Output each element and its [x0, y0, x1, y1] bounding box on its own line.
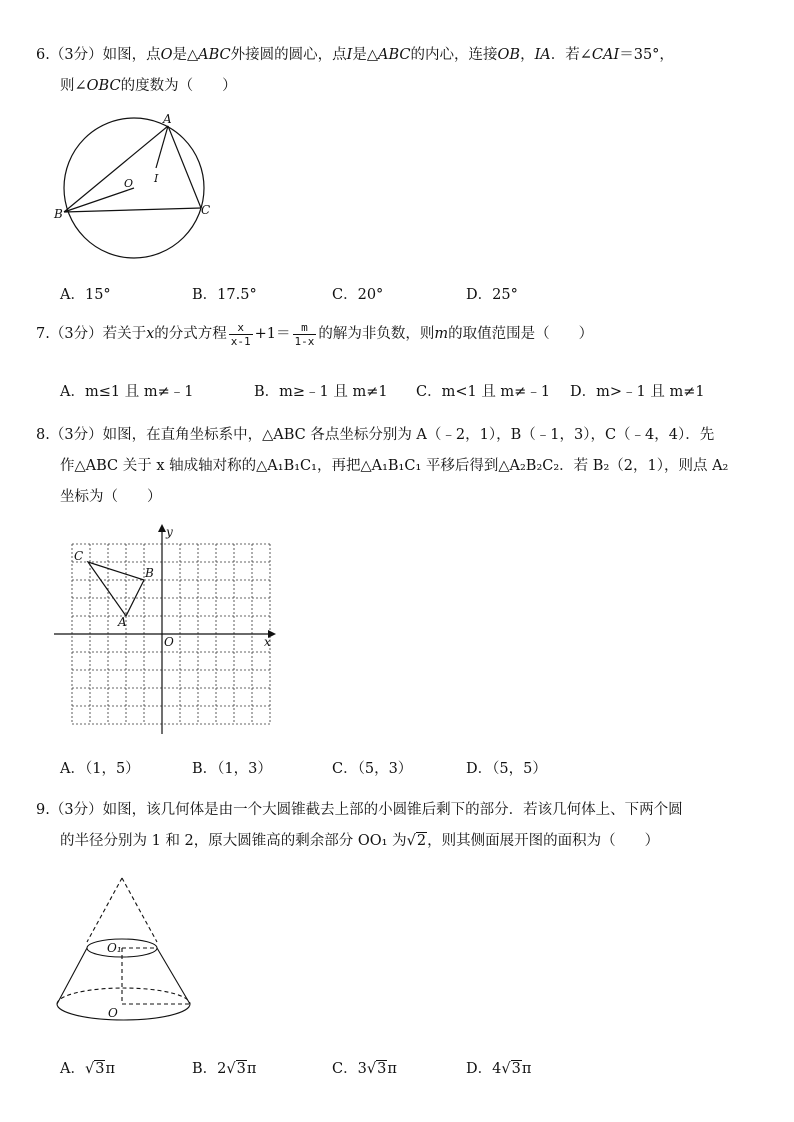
option-letter: D． [466, 1061, 493, 1077]
y-axis-arrow [158, 524, 166, 532]
option-d[interactable]: D．25° [466, 287, 518, 303]
label-A: A [118, 615, 127, 629]
label-O: O [108, 1006, 118, 1020]
fraction-denominator: x-1 [230, 334, 251, 348]
q8-coordinate-grid [54, 522, 278, 738]
option-c[interactable] [332, 1057, 397, 1078]
option-a[interactable] [60, 1057, 115, 1078]
text: 如图，该几何体是由一个大圆锥截去上部的小圆锥后剩下的部分．若该几何体上、下两个圆 [102, 802, 683, 818]
question-number: 6. [36, 47, 50, 63]
text: ＝35°， [619, 47, 674, 63]
option-c[interactable]: C．20° [332, 287, 384, 303]
radicand: 3 [95, 1061, 105, 1077]
option-b[interactable]: B．17.5° [192, 287, 257, 303]
pi: π [105, 1061, 115, 1077]
question-6 [36, 40, 766, 102]
question-7 [36, 319, 766, 350]
text: 则∠ [60, 78, 87, 94]
question-6-line-1 [36, 40, 766, 71]
option-b[interactable]: B．（1，3） [192, 761, 272, 777]
question-8-line-2: 作△ABC 关于 x 轴成轴对称的△A₁B₁C₁，再把△A₁B₁C₁ 平移后得到△A₂B₂C₂．若 B₂（2，1），则点 A₂ [60, 458, 729, 474]
sqrt: √3 [84, 1061, 105, 1077]
fraction-denominator: 1-x [294, 334, 315, 348]
text: +1＝ [254, 326, 291, 342]
segment-IA [156, 126, 168, 168]
question-number: 9. [36, 802, 50, 818]
text: 如图，在直角坐标系中，△ABC 各点坐标分别为 A（﹣2，1），B（﹣1，3），C（﹣4，4）．先 [102, 427, 715, 443]
bottom-circle-back [57, 988, 190, 1004]
var-ABC: ABC [198, 47, 231, 63]
text: ．若∠ [550, 47, 592, 63]
side-right [157, 948, 190, 1004]
question-8-line-1 [36, 420, 766, 451]
fraction-numerator: x [229, 321, 253, 335]
label-x-axis: x [264, 635, 271, 649]
text: 的度数为（ ） [120, 78, 237, 94]
label-B: B [145, 566, 154, 580]
text: 若关于 [102, 326, 147, 342]
segment-AC [168, 126, 201, 208]
question-8 [36, 420, 766, 513]
label-A: A [163, 112, 172, 126]
sqrt: √3 [366, 1061, 387, 1077]
text: ，则其侧面展开图的面积为（ ） [427, 833, 660, 849]
fraction-1 [229, 321, 253, 348]
option-letter: B． [192, 1061, 218, 1077]
fraction-2 [293, 321, 317, 348]
label-B: B [54, 207, 63, 221]
option-d[interactable]: D．m>﹣1 且 m≠1 [570, 384, 705, 400]
var-IA: IA [534, 47, 551, 63]
option-coefficient: 2 [217, 1061, 227, 1077]
segment-AB [64, 126, 168, 212]
text: 如图，点 [102, 47, 161, 63]
pi: π [246, 1061, 257, 1077]
pi: π [387, 1061, 397, 1077]
sqrt: √3 [226, 1061, 246, 1077]
side-left [57, 948, 87, 1004]
var-m: m [434, 326, 449, 342]
question-9 [36, 795, 766, 857]
var-I: I [346, 47, 353, 63]
option-a[interactable]: A．m≤1 且 m≠﹣1 [60, 384, 194, 400]
apex-dashed-left [87, 878, 122, 942]
sqrt: √3 [501, 1061, 521, 1077]
text: 的半径分别为 1 和 2，原大圆锥高的剩余部分 OO₁ 为 [60, 833, 407, 849]
question-number: 8. [36, 427, 50, 443]
pi: π [521, 1061, 532, 1077]
var-OBC: OBC [86, 78, 121, 94]
option-d[interactable] [466, 1057, 531, 1078]
label-I: I [154, 172, 159, 185]
question-number: 7. [36, 326, 50, 342]
option-c[interactable]: C．m<1 且 m≠﹣1 [416, 384, 551, 400]
option-letter: C． [332, 1061, 358, 1077]
question-score: （3分） [49, 427, 103, 443]
question-6-line-2 [36, 71, 766, 102]
option-d[interactable]: D．（5，5） [466, 761, 547, 777]
text: 的内心，连接 [410, 47, 498, 63]
var-OB: OB [497, 47, 521, 63]
option-a[interactable]: A．（1，5） [60, 761, 140, 777]
label-origin: O [164, 635, 174, 649]
text: 的取值范围是（ ） [448, 326, 594, 342]
segment-BC [64, 208, 201, 212]
option-coefficient: 4 [492, 1061, 502, 1077]
option-b[interactable]: B．m≥﹣1 且 m≠1 [254, 384, 388, 400]
var-CAI: CAI [591, 47, 620, 63]
var-x: x [146, 326, 155, 342]
option-coefficient: 3 [357, 1061, 367, 1077]
question-score: （3分） [49, 47, 103, 63]
radicand: 3 [236, 1061, 246, 1077]
text: 是△ [352, 47, 379, 63]
sqrt-2: √2 [406, 833, 427, 849]
radicand: 2 [416, 833, 427, 849]
radicand: 3 [511, 1061, 521, 1077]
option-a[interactable]: A．15° [60, 287, 111, 303]
label-C: C [201, 203, 211, 217]
text: ， [520, 47, 535, 63]
question-score: （3分） [49, 802, 103, 818]
option-letter: A． [60, 1061, 85, 1077]
var-ABC: ABC [378, 47, 411, 63]
label-O: O [124, 177, 134, 190]
triangle-ABC [88, 562, 144, 616]
question-8-line-3: 坐标为（ ） [60, 489, 162, 505]
segment-OB [64, 188, 134, 212]
q6-circle-figure [52, 112, 222, 262]
q9-frustum-figure [52, 872, 202, 1028]
text: 是△ [172, 47, 199, 63]
question-9-line-1 [36, 795, 766, 826]
fraction-numerator: m [293, 321, 317, 335]
bottom-circle-front [57, 1004, 190, 1020]
text: 的分式方程 [154, 326, 227, 342]
var-O: O [160, 47, 173, 63]
radicand: 3 [377, 1061, 387, 1077]
question-7-line-1 [36, 319, 766, 350]
text: 外接圆的圆心，点 [230, 47, 347, 63]
question-9-line-2 [36, 826, 766, 857]
option-b[interactable] [192, 1057, 256, 1078]
text: 的解为非负数，则 [318, 326, 435, 342]
label-C: C [74, 549, 84, 563]
label-y-axis: y [166, 525, 173, 539]
question-score: （3分） [49, 326, 103, 342]
apex-dashed-right [122, 878, 157, 942]
label-O1: O₁ [107, 941, 122, 955]
option-c[interactable]: C．（5，3） [332, 761, 413, 777]
